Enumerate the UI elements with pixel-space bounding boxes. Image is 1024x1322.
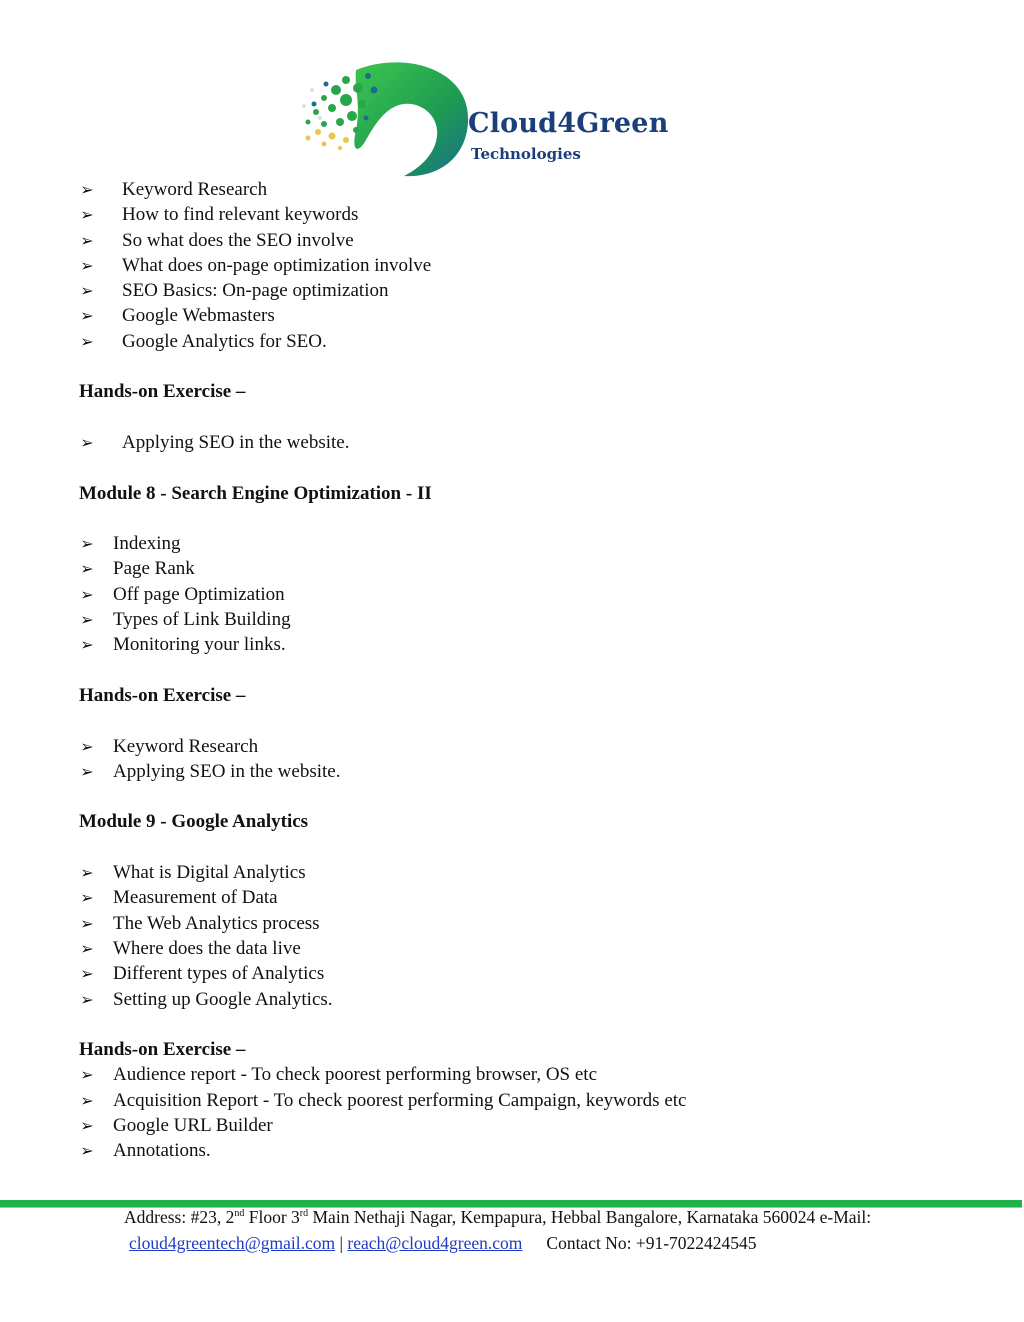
list-item: ➢ The Web Analytics process: [79, 911, 979, 936]
list-item: ➢ Measurement of Data: [79, 885, 979, 910]
list-item: ➢ Keyword Research: [79, 177, 979, 202]
logo-subtitle: Technologies: [471, 145, 581, 163]
list-item: ➢ SEO Basics: On-page optimization: [79, 278, 979, 303]
logo-title: Cloud4Green: [468, 108, 669, 139]
arrow-bullet-icon: ➢: [80, 1115, 94, 1135]
list-item: ➢ Indexing: [79, 531, 979, 556]
list-item: ➢ Types of Link Building: [79, 607, 979, 632]
list-item: ➢ Google Analytics for SEO.: [79, 329, 979, 354]
list-item: ➢ So what does the SEO involve: [79, 228, 979, 253]
arrow-bullet-icon: ➢: [80, 331, 94, 351]
list-item: ➢ What does on-page optimization involve: [79, 253, 979, 278]
module-9-list: [79, 860, 979, 1012]
list-item: ➢ Off page Optimization: [79, 582, 979, 607]
exercise-heading-3: Hands-on Exercise –: [79, 1039, 246, 1061]
exercise-3-list: [79, 1062, 979, 1163]
exercise-1-list: [79, 430, 979, 455]
arrow-bullet-icon: ➢: [80, 989, 94, 1009]
footer-contact-line: cloud4greentech@gmail.com | reach@cloud4green.com Contact No: +91-7022424545: [129, 1233, 757, 1253]
arrow-bullet-icon: ➢: [80, 306, 94, 326]
arrow-bullet-icon: ➢: [80, 761, 94, 781]
arrow-bullet-icon: ➢: [80, 863, 94, 883]
arrow-bullet-icon: ➢: [80, 584, 94, 604]
contact-number: Contact No: +91-7022424545: [546, 1233, 757, 1253]
intro-topic-list: [79, 177, 979, 354]
arrow-bullet-icon: ➢: [80, 559, 94, 579]
arrow-bullet-icon: ➢: [80, 255, 94, 275]
footer-address: Address: #23, 2nd Floor 3rd Main Nethaji Nagar, Kempapura, Hebbal Bangalore, Karnataka 560024 e-Mail:: [124, 1207, 872, 1227]
email-link-primary[interactable]: cloud4greentech@gmail.com: [129, 1233, 336, 1253]
logo-emblem-icon: [296, 60, 476, 178]
arrow-bullet-icon: ➢: [80, 888, 94, 908]
document-body: [79, 177, 979, 1164]
arrow-bullet-icon: ➢: [80, 635, 94, 655]
arrow-bullet-icon: ➢: [80, 205, 94, 225]
list-item: ➢ Acquisition Report - To check poorest performing Campaign, keywords etc: [79, 1088, 979, 1113]
arrow-bullet-icon: ➢: [80, 964, 94, 984]
arrow-bullet-icon: ➢: [80, 281, 94, 301]
arrow-bullet-icon: ➢: [80, 534, 94, 554]
module-8-list: [79, 531, 979, 657]
arrow-bullet-icon: ➢: [80, 1090, 94, 1110]
arrow-bullet-icon: ➢: [80, 938, 94, 958]
list-item: ➢ Monitoring your links.: [79, 632, 979, 657]
list-item: ➢ What is Digital Analytics: [79, 860, 979, 885]
exercise-heading-1: Hands-on Exercise –: [79, 381, 246, 403]
list-item: ➢ Keyword Research: [79, 734, 979, 759]
list-item: ➢ Google Webmasters: [79, 303, 979, 328]
arrow-bullet-icon: ➢: [80, 1065, 94, 1085]
list-item: ➢ Page Rank: [79, 556, 979, 581]
list-item: ➢ Audience report - To check poorest performing browser, OS etc: [79, 1062, 979, 1087]
arrow-bullet-icon: ➢: [80, 610, 94, 630]
list-item: ➢ Different types of Analytics: [79, 961, 979, 986]
arrow-bullet-icon: ➢: [80, 180, 94, 199]
exercise-2-list: [79, 734, 979, 785]
arrow-bullet-icon: ➢: [80, 432, 94, 452]
list-item: ➢ Where does the data live: [79, 936, 979, 961]
module-9-heading: Module 9 - Google Analytics: [79, 811, 309, 833]
arrow-bullet-icon: ➢: [80, 913, 94, 933]
list-item: ➢ Google URL Builder: [79, 1113, 979, 1138]
list-item: ➢ Setting up Google Analytics.: [79, 987, 979, 1012]
module-8-heading: Module 8 - Search Engine Optimization - II: [79, 482, 432, 504]
arrow-bullet-icon: ➢: [80, 230, 94, 250]
list-item: ➢ Annotations.: [79, 1138, 979, 1163]
company-logo: [296, 60, 686, 178]
list-item: ➢ Applying SEO in the website.: [79, 430, 979, 455]
email-link-secondary[interactable]: reach@cloud4green.com: [347, 1233, 523, 1253]
list-item: ➢ Applying SEO in the website.: [79, 759, 979, 784]
arrow-bullet-icon: ➢: [80, 1141, 94, 1161]
arrow-bullet-icon: ➢: [80, 736, 94, 756]
exercise-heading-2: Hands-on Exercise –: [79, 684, 246, 706]
list-item: ➢ How to find relevant keywords: [79, 202, 979, 227]
